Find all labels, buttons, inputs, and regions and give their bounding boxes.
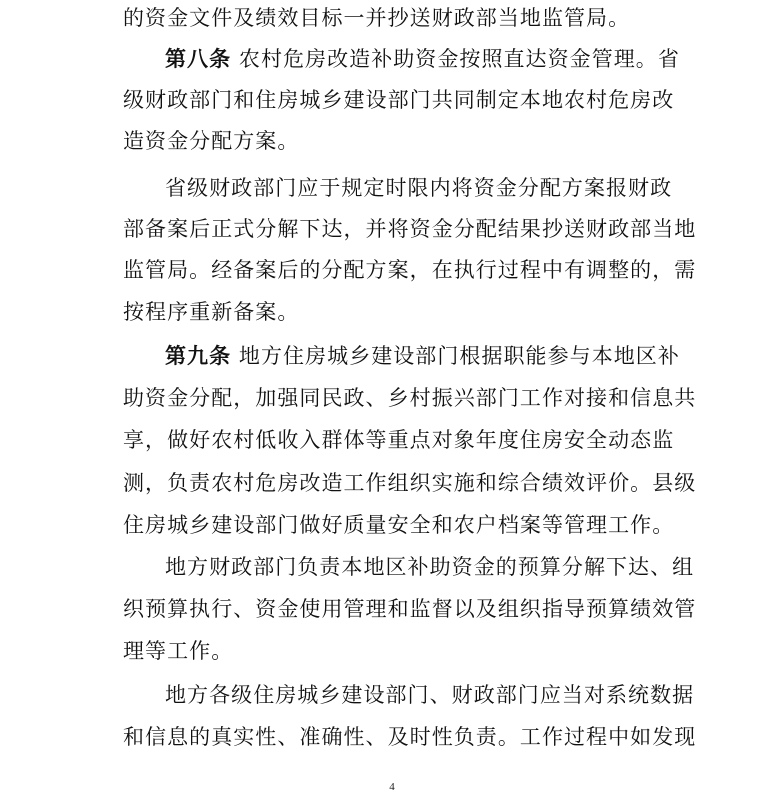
line-text: 部备案后正式分解下达，并将资金分配结果抄送财政部当地 [123, 217, 697, 241]
line-text: 级财政部门和住房城乡建设部门共同制定本地农村危房改 [123, 88, 675, 112]
line-text: 地方各级住房城乡建设部门、财政部门应当对系统数据 [165, 683, 695, 707]
text-line [123, 384, 696, 412]
line-text: 助资金分配，加强同民政、乡村振兴部门工作对接和信息共 [123, 386, 697, 410]
text-line [123, 637, 233, 665]
article-8-first-line [165, 45, 680, 73]
paragraph-first-line [165, 681, 694, 709]
text-line [123, 511, 674, 539]
text-line [123, 298, 299, 326]
line-text: 和信息的真实性、准确性、及时性负责。工作过程中如发现 [123, 725, 697, 749]
text-line [123, 723, 696, 751]
paragraph-first-line [165, 553, 694, 581]
line-text: 住房城乡建设部门做好质量安全和农户档案等管理工作。 [123, 513, 675, 537]
text-line [123, 4, 630, 32]
paragraph-first-line [165, 174, 672, 202]
line-text: 地方住房城乡建设部门根据职能参与本地区补 [238, 344, 680, 368]
line-text: 测，负责农村危房改造工作组织实施和综合绩效评价。县级 [123, 471, 697, 495]
line-text: 的资金文件及绩效目标一并抄送财政部当地监管局。 [123, 6, 631, 30]
text-line [123, 86, 674, 114]
text-line [123, 215, 696, 243]
line-text: 造资金分配方案。 [123, 129, 300, 153]
line-text: 农村危房改造补助资金按照直达资金管理。省 [238, 47, 680, 71]
text-line [123, 127, 299, 155]
page-number: 4 [389, 781, 395, 793]
line-text: 监管局。经备案后的分配方案，在执行过程中有调整的，需 [123, 258, 697, 282]
article-9-first-line [165, 342, 680, 370]
line-text: 省级财政部门应于规定时限内将资金分配方案报财政 [165, 176, 673, 200]
text-line [123, 469, 696, 497]
line-text: 理等工作。 [123, 639, 234, 663]
article-9-heading: 第九条 [165, 344, 232, 368]
text-line [123, 256, 696, 284]
line-text: 享，做好农村低收入群体等重点对象年度住房安全动态监 [123, 428, 675, 452]
line-text: 地方财政部门负责本地区补助资金的预算分解下达、组 [165, 555, 695, 579]
text-line [123, 595, 696, 623]
line-text: 按程序重新备案。 [123, 300, 300, 324]
line-text: 织预算执行、资金使用管理和监督以及组织指导预算绩效管 [123, 597, 697, 621]
text-line [123, 426, 674, 454]
article-8-heading: 第八条 [165, 47, 232, 71]
